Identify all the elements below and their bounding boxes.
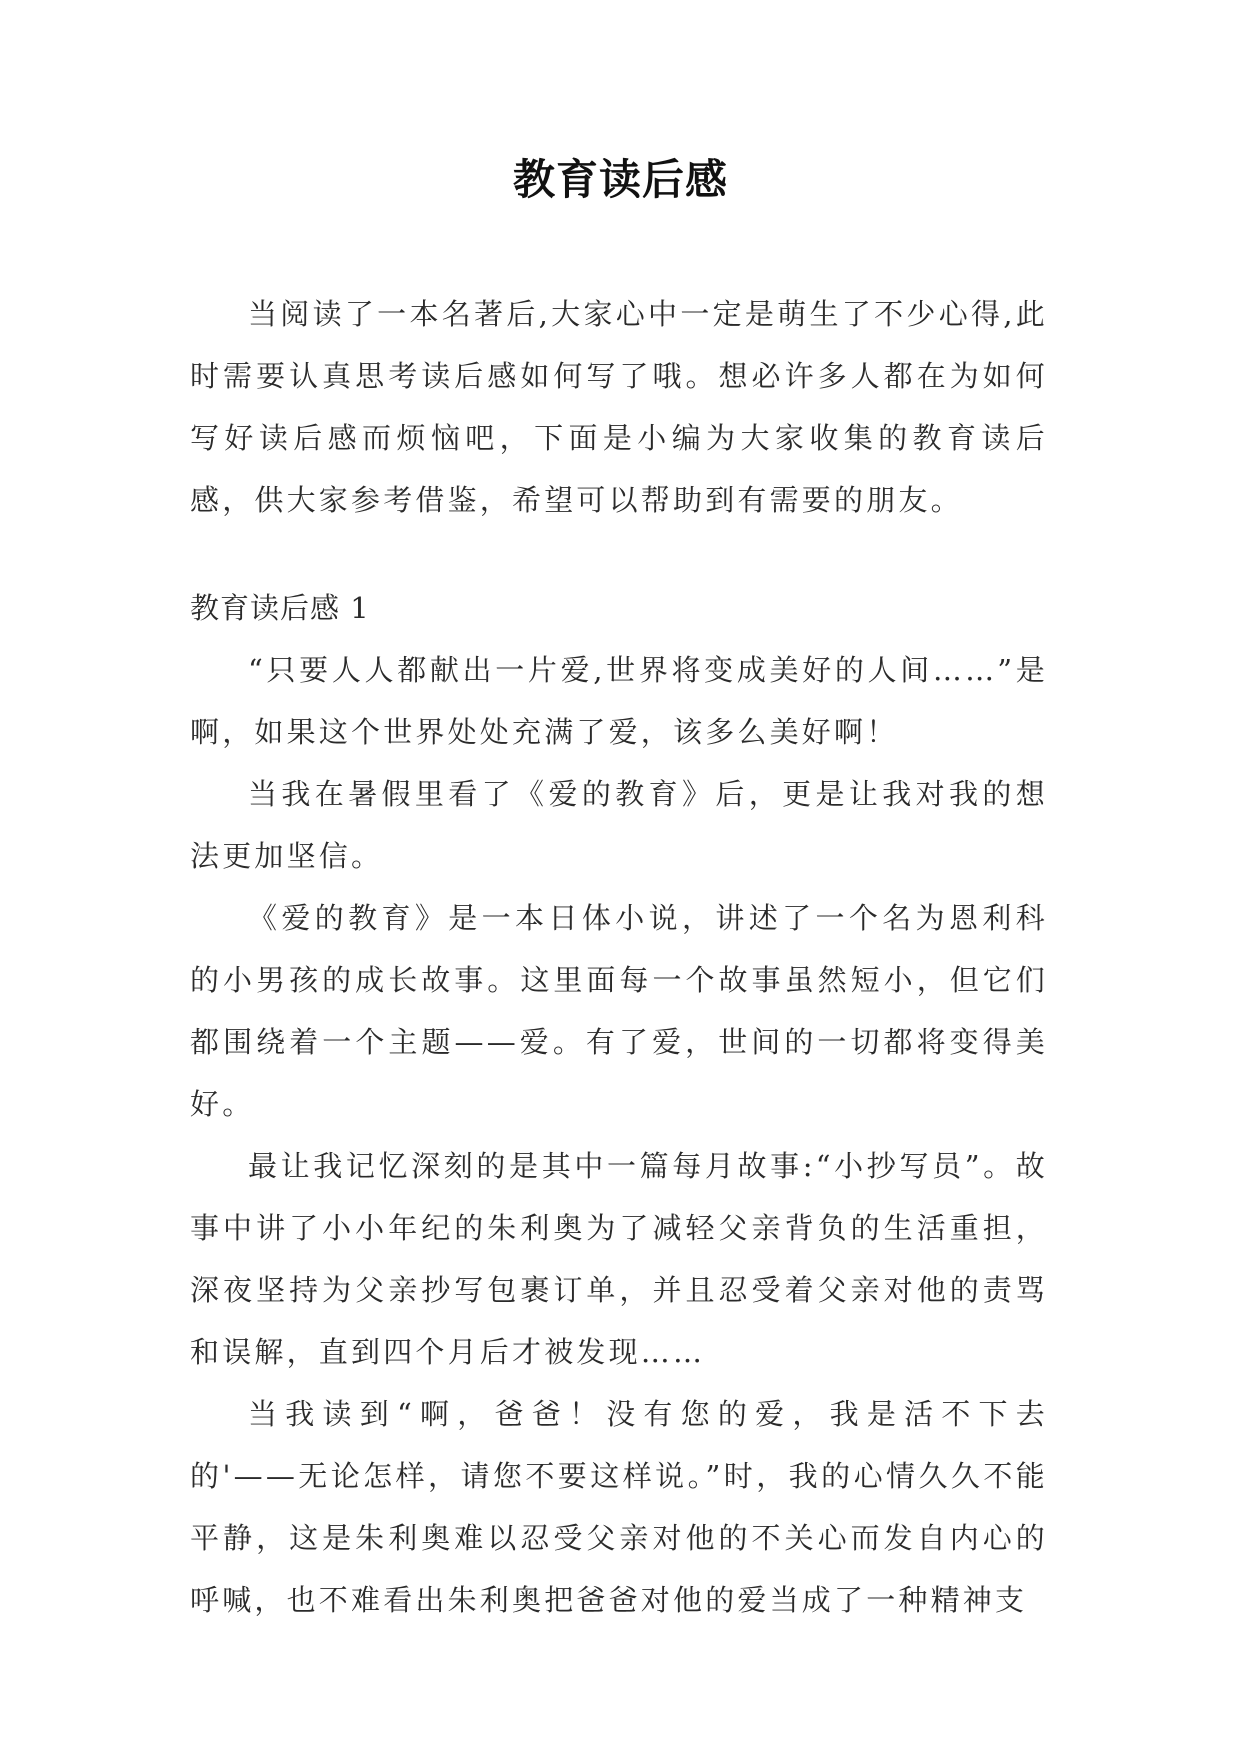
article-paragraph: 《爱的教育》是一本日体小说，讲述了一个名为恩利科的小男孩的成长故事。这里面每一个故事虽然短小，但它们都围绕着一个主题——爱。有了爱，世间的一切都将变得美好。: [190, 901, 1048, 1121]
page-title: 教育读后感: [512, 155, 728, 204]
article-paragraph: “只要人人都献出一片爱,世界将变成美好的人间……”是啊，如果这个世界处处充满了爱，该多么美好啊！: [190, 653, 1048, 749]
article-paragraph: 最让我记忆深刻的是其中一篇每月故事:“小抄写员”。故事中讲了小小年纪的朱利奥为了减轻父亲背负的生活重担，深夜坚持为父亲抄写包裹订单，并且忍受着父亲对他的责骂和误解，直到四个月后才被发现……: [190, 1149, 1048, 1369]
article-section: [190, 577, 1048, 1631]
intro-paragraph: 当阅读了一本名著后,大家心中一定是萌生了不少心得,此时需要认真思考读后感如何写了哦。想必许多人都在为如何写好读后感而烦恼吧，下面是小编为大家收集的教育读后感，供大家参考借鉴，希望可以帮助到有需要的朋友。: [190, 297, 1048, 517]
intro-block: [190, 283, 1048, 531]
section-heading: 教育读后感 1: [190, 591, 370, 625]
article-paragraph: 当我在暑假里看了《爱的教育》后，更是让我对我的想法更加坚信。: [190, 777, 1048, 873]
article-paragraph: 当我读到“啊，爸爸！没有您的爱，我是活不下去的'——无论怎样，请您不要这样说。”时，我的心情久久不能平静，这是朱利奥难以忍受父亲对他的不关心而发自内心的呼喊，也不难看出朱利奥把爸爸对他的爱当成了一种精神支: [190, 1397, 1048, 1617]
